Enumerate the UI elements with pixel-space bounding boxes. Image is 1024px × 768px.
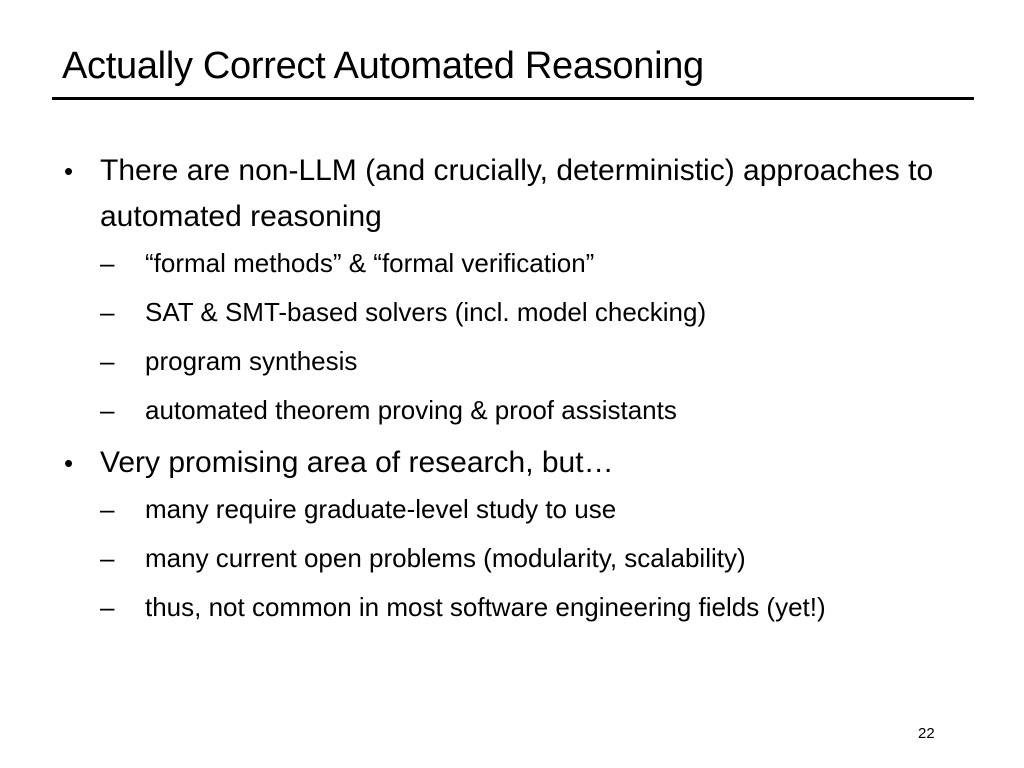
- slide-body: [62, 148, 962, 637]
- sub-bullet-text: “formal methods” & “formal verification”: [145, 248, 595, 278]
- bullet-text: Very promising area of research, but…: [100, 446, 614, 479]
- page-number: 22: [918, 725, 935, 742]
- dash-icon: –: [100, 543, 115, 573]
- bullet-item: [62, 148, 962, 429]
- slide-title: Actually Correct Automated Reasoning: [62, 45, 704, 87]
- sub-bullet-item: [100, 588, 962, 626]
- sub-bullet-text: automated theorem proving & proof assistants: [145, 395, 677, 425]
- sub-bullet-item: [100, 342, 962, 380]
- bullet-item: [62, 440, 962, 626]
- sub-bullet-item: [100, 539, 962, 577]
- sub-bullet-item: [100, 391, 962, 429]
- sub-bullet-list: [100, 244, 962, 429]
- dash-icon: –: [100, 494, 115, 524]
- sub-bullet-text: many current open problems (modularity, scalability): [145, 543, 746, 573]
- dash-icon: –: [100, 248, 115, 278]
- sub-bullet-item: [100, 244, 962, 282]
- dash-icon: –: [100, 592, 115, 622]
- bullet-text: There are non-LLM (and crucially, deterministic) approaches to automated reasoning: [100, 154, 934, 233]
- sub-bullet-text: many require graduate-level study to use: [145, 494, 617, 524]
- bullet-icon: •: [64, 156, 74, 186]
- dash-icon: –: [100, 395, 115, 425]
- sub-bullet-text: program synthesis: [145, 346, 358, 376]
- bullet-list: [62, 148, 962, 626]
- dash-icon: –: [100, 297, 115, 327]
- sub-bullet-text: thus, not common in most software engineering fields (yet!): [145, 592, 826, 622]
- sub-bullet-text: SAT & SMT-based solvers (incl. model checking): [145, 297, 707, 327]
- title-divider: [52, 97, 974, 100]
- dash-icon: –: [100, 346, 115, 376]
- sub-bullet-list: [100, 490, 962, 626]
- sub-bullet-item: [100, 293, 962, 331]
- sub-bullet-item: [100, 490, 962, 528]
- bullet-icon: •: [64, 448, 74, 478]
